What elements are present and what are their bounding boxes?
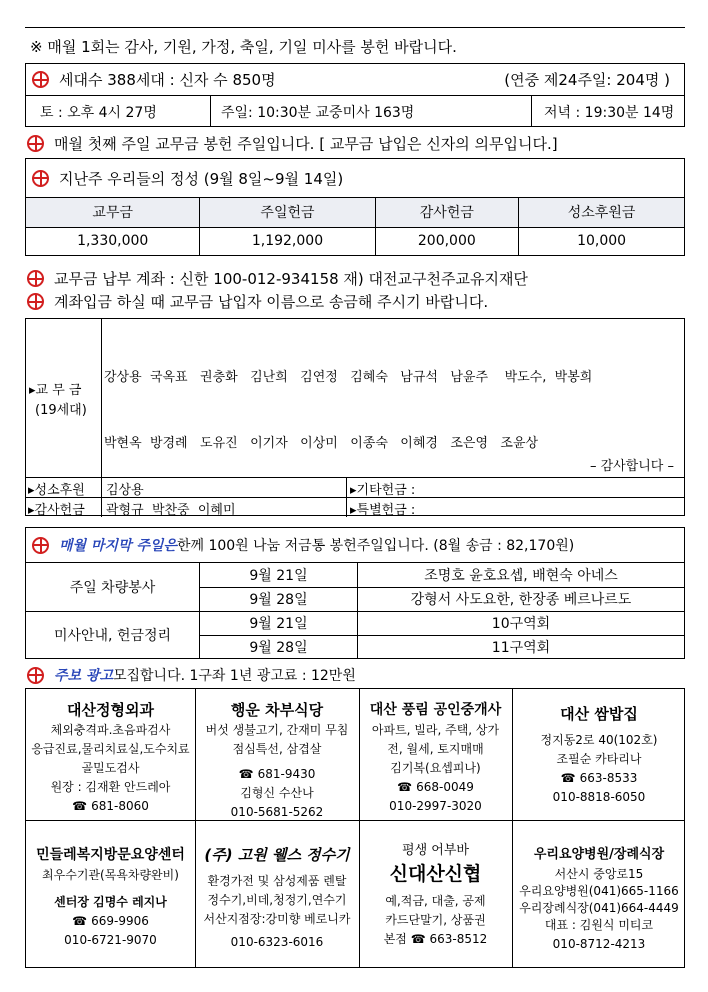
ad-line: 010-5681-5262: [230, 805, 324, 819]
ad-hospital: [512, 844, 686, 954]
offering-title: 지난주 우리들의 정성 (9월 8일~9월 14일): [59, 169, 344, 188]
cross-circle-icon: [27, 293, 44, 310]
ad-line: 원장 : 김재환 안드레아: [50, 780, 171, 794]
ad-line: 우리요양병원(041)665-1166: [519, 884, 679, 898]
deposit-text: 계좌입금 하실 때 교무금 납입자 이름으로 송금해 주시기 바랍니다.: [54, 293, 489, 311]
schedule-who: 조명호 윤호요셉, 배현숙 아네스: [358, 563, 685, 587]
cross-circle-icon: [27, 135, 44, 152]
ad-notice-emphasis: 주보 광고: [54, 668, 113, 684]
census-sunday: 주일: 10:30분 교중미사 163명: [211, 96, 532, 127]
tithe-label-count: (19세대): [35, 403, 87, 418]
table-row: [26, 198, 684, 227]
table-row: [26, 563, 684, 587]
ad-line: 김기복(요셉피나): [390, 761, 481, 775]
last-sunday-emphasis: 매월 마지막 주일은: [59, 538, 177, 554]
thanks-label: ▸감사헌금: [28, 503, 85, 518]
phone-icon: [561, 771, 580, 785]
ad-line: 환경가전 및 삼성제품 렌탈: [207, 874, 347, 888]
ad-line: 010-6323-6016: [230, 935, 324, 949]
ad-line: 아파트, 빌라, 주택, 상가: [371, 723, 500, 737]
schedule-box: [25, 527, 685, 659]
census-evening: 저녁 : 19:30분 14명: [544, 104, 675, 121]
offering-header: 감사헌금: [375, 198, 519, 227]
census-households: 세대수 388세대 : 신자 수 850명: [59, 71, 276, 89]
offering-box: [25, 158, 685, 256]
ad-line: 정지동2로 40(102호): [540, 733, 658, 747]
ad-phone: 본점 ☎ 663-8512: [383, 932, 488, 946]
ad-line: 골밀도검사: [81, 761, 140, 775]
ad-line: 점심특선, 삼겹살: [232, 742, 322, 756]
phone-icon: [239, 767, 258, 781]
ad-realestate: [359, 699, 512, 816]
offering-header: 성소후원금: [519, 198, 684, 227]
ad-phone: 668-0049: [416, 780, 474, 794]
schedule-date: 9월 28일: [200, 635, 358, 658]
census-week: (연중 제24주일: 204명 ): [504, 71, 670, 89]
schedule-date: 9월 21일: [200, 563, 358, 587]
ad-water-purifier: [195, 844, 359, 952]
ad-line: 010-6721-9070: [64, 933, 157, 947]
offering-value: 200,000: [375, 227, 519, 255]
ad-line: 예,적금, 대출, 공제: [385, 894, 486, 908]
vocation-label: ▸성소후원: [28, 483, 85, 498]
schedule-date: 9월 28일: [200, 587, 358, 611]
ad-line: 010-8712-4213: [552, 937, 646, 951]
cross-circle-icon: [32, 71, 49, 88]
ad-phone: 663-8533: [579, 771, 638, 785]
ad-notice-text: 모집합니다. 1구좌 1년 광고료 : 12만원: [112, 668, 356, 684]
ad-title: 행운 차부식당: [230, 701, 324, 719]
ad-line: 대표 : 김원식 미티코: [544, 918, 654, 932]
account-line: [27, 268, 528, 289]
ad-title: 민들레복지방문요양센터: [36, 847, 185, 863]
schedule-table: [26, 563, 684, 658]
mass-notice: ※ 매월 1회는 감사, 기원, 가정, 축일, 기일 미사를 봉헌 바랍니다.: [30, 38, 457, 56]
last-sunday-text: 한께 100원 나눔 저금통 봉헌주일입니다. (8월 송금 : 82,170원): [176, 538, 575, 554]
ad-line: 전, 월세, 토지매매: [387, 742, 484, 756]
schedule-who: 강형서 사도요한, 한장종 베르나르도: [358, 587, 685, 611]
ad-line: 김형신 수산나: [240, 786, 314, 800]
account-text: 교무금 납부 계좌 : 신한 100-012-934158 재) 대전교구천주교유지재단: [54, 270, 528, 288]
ad-subtitle: 평생 어부바: [402, 843, 469, 858]
ad-notice: [27, 665, 356, 685]
ad-orthopedic: [26, 699, 195, 816]
tithe-thanks: – 감사합니다 –: [589, 459, 674, 474]
ads-grid: [25, 688, 685, 968]
ad-care-center: [26, 844, 195, 950]
ad-title: (주) 고원 웰스 정수기: [204, 846, 350, 864]
ad-credit-union: [359, 841, 512, 949]
thanks-names: 곽형규 박찬중 이혜미: [106, 503, 236, 518]
offering-table: [26, 198, 684, 255]
ad-line: 서산시 중앙로15: [554, 867, 644, 881]
ad-title: 대산 쌈밥집: [560, 705, 638, 723]
phone-icon: [72, 914, 91, 928]
ad-line: 센터장 김명수 레지나: [54, 895, 167, 909]
tithe-list-box: [25, 318, 685, 516]
other-label: ▸기타헌금 :: [350, 483, 416, 498]
schedule-group: 주일 차량봉사: [26, 563, 200, 611]
ad-phone: 681-9430: [257, 767, 316, 781]
ad-line: 정수기,비데,청정기,연수기: [207, 893, 347, 907]
phone-icon: [72, 799, 91, 813]
ad-title: 대산 풍림 공인중개사: [369, 702, 502, 718]
ad-line: 카드단말기, 상품권: [385, 913, 486, 927]
ad-line: 체외충격파.초음파검사: [50, 723, 171, 737]
tithe-notice-text: 매월 첫째 주일 교무금 봉헌 주일입니다. [ 교무금 납입은 신자의 의무입니다.]: [54, 135, 558, 153]
ad-line: 서산지점장:강미향 베로니카: [203, 912, 351, 926]
tithe-names-row: 강상용 국옥표 권충화 김난희 김연정 김혜숙 남규석 남윤주 박도수, 박봉희: [104, 370, 593, 385]
ad-ssambap: [512, 703, 686, 807]
cross-circle-icon: [27, 667, 44, 684]
offering-header: 교무금: [26, 198, 200, 227]
table-row: [26, 611, 684, 635]
schedule-date: 9월 21일: [200, 611, 358, 635]
tithe-label: [29, 381, 101, 421]
schedule-group: 미사안내, 헌금정리: [26, 611, 200, 658]
tithe-notice: [27, 133, 558, 154]
ad-line: 최우수기관(목욕차량완비): [42, 868, 179, 882]
schedule-who: 11구역회: [358, 635, 685, 658]
offering-value: 10,000: [519, 227, 684, 255]
schedule-who: 10구역회: [358, 611, 685, 635]
ad-line: 버섯 생불고기, 간재미 무침: [205, 723, 349, 737]
offering-value: 1,192,000: [200, 227, 375, 255]
deposit-line: [27, 291, 488, 312]
top-rule: [25, 27, 685, 28]
vocation-names: 김상용: [106, 483, 144, 498]
phone-icon: [397, 780, 416, 794]
tithe-names: [104, 323, 592, 499]
ad-title: 대산정형외과: [67, 701, 154, 719]
cross-circle-icon: [27, 270, 44, 287]
ad-line: 010-8818-6050: [552, 790, 646, 804]
census-saturday: 토 : 오후 4시 27명: [26, 96, 211, 127]
tithe-names-row: 박현옥 방경례 도유진 이기자 이상미 이종숙 이혜경 조은영 조윤상: [104, 436, 539, 451]
ad-phone: 669-9906: [91, 914, 149, 928]
ad-line: 응급진료,물리치료실,도수치료: [31, 742, 190, 756]
ad-restaurant: [195, 699, 359, 822]
offering-header: 주일헌금: [200, 198, 375, 227]
table-row: [26, 227, 684, 255]
ad-line: 010-2997-3020: [389, 799, 482, 813]
tithe-label-main: ▸교 무 금: [29, 383, 82, 398]
special-label: ▸특별헌금 :: [350, 503, 416, 518]
ad-line: 우리장례식장(041)664-4449: [519, 901, 679, 915]
ad-line: 조필순 카타리나: [556, 752, 642, 766]
ad-title: 우리요양병원/장례식장: [533, 847, 665, 862]
ad-phone: 681-8060: [91, 799, 149, 813]
cross-circle-icon: [32, 170, 49, 187]
offering-value: 1,330,000: [26, 227, 200, 255]
census-box: [25, 63, 685, 127]
cross-circle-icon: [32, 537, 49, 554]
ad-title: 신대산신협: [389, 863, 482, 885]
